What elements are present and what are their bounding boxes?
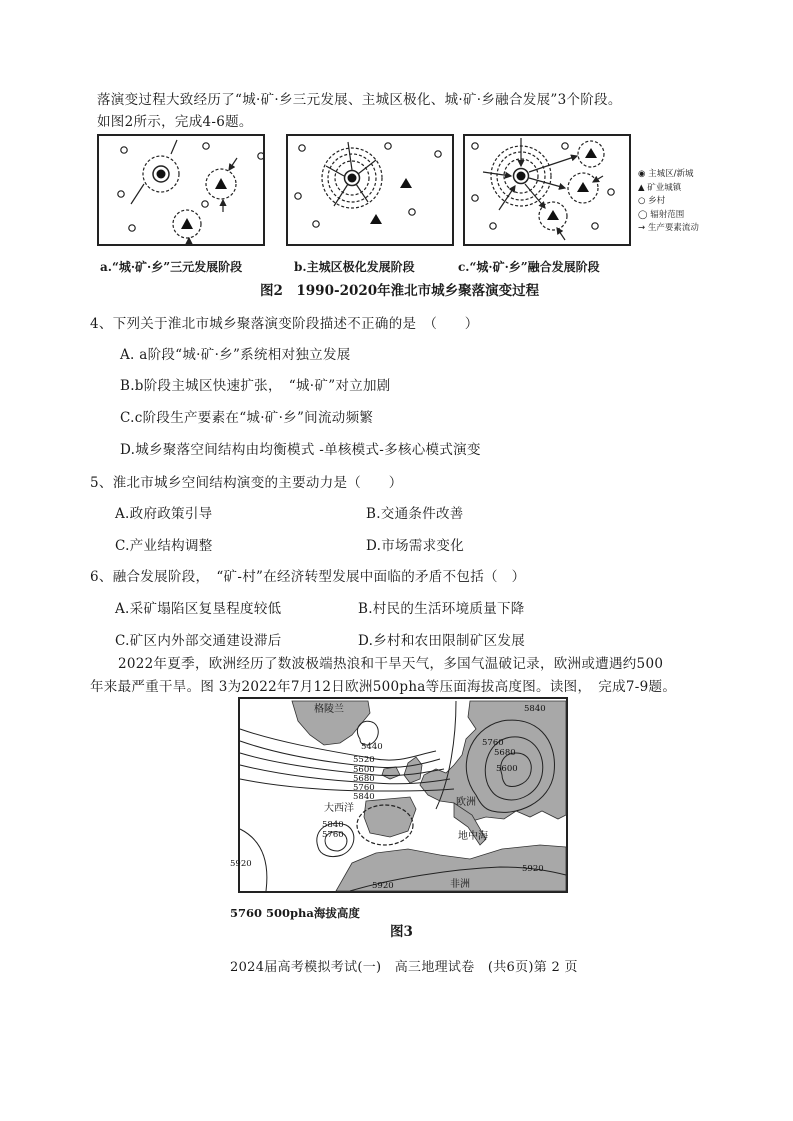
- passage-line-2: 年来最严重干旱。图 3为2022年7月12日欧洲500pha等压面海拔高度图。读图， 完成7-9题。: [90, 679, 677, 695]
- flow-arrow-icon: →: [638, 223, 646, 233]
- contour-5760-bottom: 5760: [322, 830, 344, 840]
- figure2-legend: [638, 168, 699, 236]
- legend-radiation: ◯ 辐射范围: [638, 209, 685, 220]
- contour-5600-right: 5600: [496, 764, 518, 774]
- radiation-icon: ◯: [638, 209, 648, 220]
- intro-line-1: 落演变过程大致经历了“城·矿·乡三元发展、主城区极化、城·矿·乡融合发展”3个阶段。: [97, 92, 622, 108]
- diagram-b-drawing: [288, 136, 452, 244]
- britain-shape: [404, 757, 422, 783]
- q6-option-b: B.村民的生活环境质量下降: [358, 601, 525, 617]
- q4-stem: 4、下列关于淮北市城乡聚落演变阶段描述不正确的是 （ ）: [90, 316, 479, 332]
- contour-5680-right: 5680: [494, 748, 516, 758]
- contour-5920-left: 5920: [230, 859, 252, 869]
- figure2-title: 图2 1990-2020年淮北市城乡聚落演变过程: [260, 283, 540, 299]
- page-footer: 2024届高考模拟考试(一) 高三地理试卷 (共6页)第 2 页: [230, 960, 578, 975]
- q6-option-d: D.乡村和农田限制矿区发展: [358, 633, 526, 649]
- village-icon: ○: [638, 196, 646, 206]
- q5-option-a: A.政府政策引导: [115, 506, 213, 522]
- q4-option-c: C.c阶段生产要素在“城·矿·乡”间流动频繁: [120, 410, 374, 426]
- legend-village: ○ 乡村: [638, 196, 666, 206]
- diagram-b: [286, 134, 454, 246]
- q5-stem: 5、淮北市城乡空间结构演变的主要动力是（ ）: [90, 475, 403, 491]
- iceland-shape: [382, 767, 400, 779]
- caption-a: a.“城·矿·乡”三元发展阶段: [100, 260, 243, 274]
- diagram-a-drawing: [99, 136, 263, 244]
- caption-b: b.主城区极化发展阶段: [294, 260, 415, 274]
- figure3-title: 图3: [390, 924, 413, 940]
- diagram-a: [97, 134, 265, 246]
- contour-5760-left: 5760: [353, 783, 375, 793]
- contour-5840-top: 5840: [524, 704, 546, 714]
- contour-5760-right: 5760: [482, 738, 504, 748]
- diagram-c-drawing: [465, 136, 629, 244]
- label-atlantic: 大西洋: [324, 803, 354, 814]
- contour-5840-bottom: 5840: [322, 820, 344, 830]
- q5-option-c: C.产业结构调整: [115, 538, 213, 554]
- contour-5600-left: 5600: [353, 765, 375, 775]
- legend-flow: → 生产要素流动: [638, 223, 699, 233]
- label-africa: 非洲: [450, 879, 470, 890]
- europe-shape: [420, 701, 566, 821]
- q5-option-d: D.市场需求变化: [366, 538, 465, 554]
- q5-option-b: B.交通条件改善: [366, 506, 464, 522]
- label-europe: 欧洲: [456, 797, 476, 808]
- contour-5920-right: 5920: [522, 864, 544, 874]
- passage-line-1: 2022年夏季，欧洲经历了数波极端热浪和干旱天气，多国气温破记录，欧洲或遭遇约500: [118, 656, 664, 672]
- label-greenland: 格陵兰: [314, 704, 344, 715]
- mine-town-icon: ▲: [638, 182, 645, 193]
- iberia-shape: [364, 797, 416, 837]
- figure3-legend: 5760 500pha海拔高度: [230, 906, 360, 920]
- contour-5680-left: 5680: [353, 774, 375, 784]
- contour-5440: 5440: [361, 742, 383, 752]
- contour-5920-middle: 5920: [372, 881, 394, 891]
- q4-option-b: B.b阶段主城区快速扩张， “城·矿”对立加剧: [120, 378, 391, 394]
- map-drawing: [230, 699, 566, 891]
- q6-option-a: A.采矿塌陷区复垦程度较低: [115, 601, 282, 617]
- diagram-c: [463, 134, 631, 246]
- q4-option-d: D.城乡聚落空间结构由均衡模式 -单核模式-多核心模式演变: [120, 442, 481, 458]
- q6-stem: 6、融合发展阶段， “矿-村”在经济转型发展中面临的矛盾不包括（ ）: [90, 569, 526, 585]
- caption-c: c.“城·矿·乡”融合发展阶段: [458, 260, 600, 274]
- main-city-icon: ◉: [638, 169, 646, 179]
- contour-5840-left: 5840: [353, 792, 375, 802]
- q6-option-c: C.矿区内外部交通建设滞后: [115, 633, 282, 649]
- figure3-map: [230, 697, 568, 893]
- q4-option-a: A. a阶段“城·矿·乡”系统相对独立发展: [120, 347, 351, 363]
- contour-5520: 5520: [353, 755, 375, 765]
- legend-main-city: ◉ 主城区/新城: [638, 169, 694, 179]
- label-mediterranean: 地中海: [458, 831, 488, 842]
- legend-mine-town: ▲ 矿业城镇: [638, 182, 682, 193]
- intro-line-2: 如图2所示，完成4-6题。: [97, 114, 253, 130]
